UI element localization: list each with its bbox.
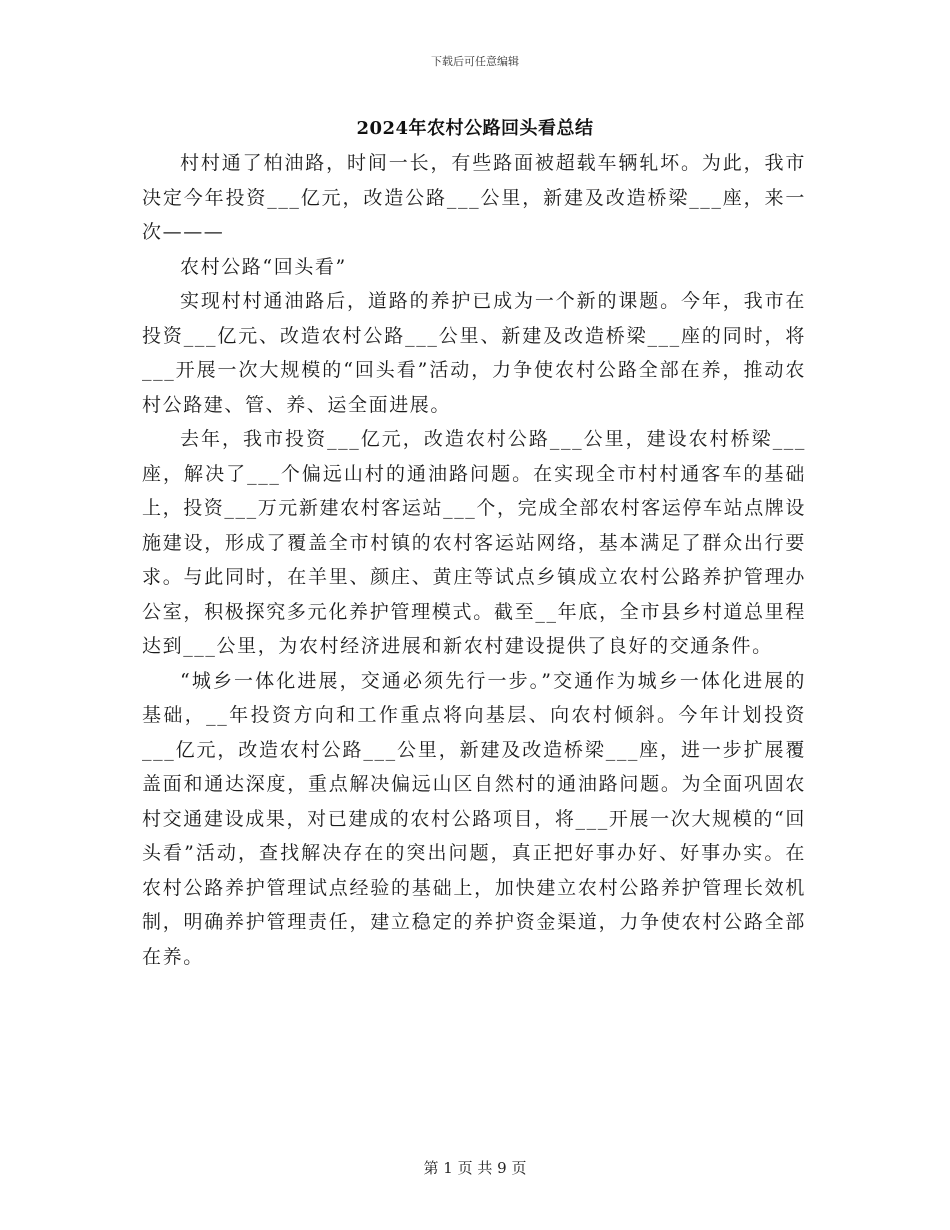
paragraph: 去年，我市投资___亿元，改造农村公路___公里，建设农村桥梁___座，解决了___个偏远山村的通油路问题。在实现全市村村通客车的基础上，投资___万元新建农村客运站___个，完成全部农村客运停车站点牌设施建设，形成了覆盖全市村镇的农村客运站网络，基本满足了群众出行要求。与此同时，在羊里、颜庄、黄庄等试点乡镇成立农村公路养护管理办公室，积极探究多元化养护管理模式。截至__年底，全市县乡村道总里程达到___公里，为农村经济进展和新农村建设提供了良好的交通条件。 [142, 428, 807, 657]
paragraph: 村村通了柏油路，时间一长，有些路面被超载车辆轧坏。为此，我市决定今年投资___亿元，改造公路___公里，新建及改造桥梁___座，来一次——— [142, 152, 806, 243]
document-body [142, 146, 806, 974]
paragraph: “城乡一体化进展，交通必须先行一步。”交通作为城乡一体化进展的基础，__年投资方向和工作重点将向基层、向农村倾斜。今年计划投资___亿元，改造农村公路___公里，新建及改造桥梁___座，进一步扩展覆盖面和通达深度，重点解决偏远山区自然村的通油路问题。为全面巩固农村交通建设成果，对已建成的农村公路项目，将___开展一次大规模的“回头看”活动，查找解决存在的突出问题，真正把好事办好、好事办实。在农村公路养护管理试点经验的基础上，加快建立农村公路养护管理长效机制，明确养护管理责任，建立稳定的养护资金渠道，力争使农村公路全部在养。 [142, 669, 806, 968]
paragraph: 农村公路“回头看” [180, 255, 347, 278]
paragraph: 实现村村通油路后，道路的养护已成为一个新的课题。今年，我市在投资___亿元、改造农村公路___公里、新建及改造桥梁___座的同时，将___开展一次大规模的“回头看”活动，力争使农村公路全部在养，推动农村公路建、管、养、运全面进展。 [142, 290, 806, 416]
page-indicator: 第 1 页 共 9 页 [423, 1159, 527, 1177]
header-note: 下载后可任意编辑 [431, 55, 519, 68]
document-title: 2024年农村公路回头看总结 [356, 118, 594, 139]
